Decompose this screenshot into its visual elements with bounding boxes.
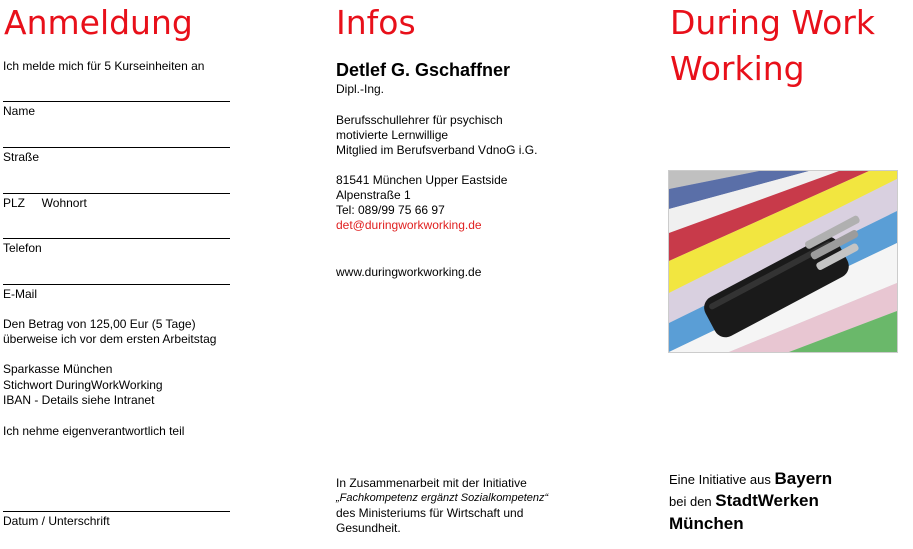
street-label: Straße <box>3 150 40 164</box>
initiative-region: Bayern <box>774 469 833 488</box>
registration-title: Anmeldung <box>4 3 193 42</box>
website-link[interactable]: www.duringworkworking.de <box>336 265 482 279</box>
name-label: Name <box>3 104 36 118</box>
cooperation-initiative: „Fachkompetenz ergänzt Sozialkompetenz“ <box>336 492 549 504</box>
responsibility-note: Ich nehme eigenverantwortlich teil <box>3 424 185 438</box>
bank-name: Sparkasse München <box>3 362 113 376</box>
bank-iban: IBAN - Details siehe Intranet <box>3 393 155 407</box>
initiative-line-1 <box>669 468 832 491</box>
pen-case-photo <box>668 170 898 353</box>
zip-city-label: PLZ Wohnort <box>3 196 87 210</box>
bank-keyword: Stichwort DuringWorkWorking <box>3 378 163 392</box>
info-title: Infos <box>336 3 416 42</box>
address-line-2: Alpenstraße 1 <box>336 188 411 202</box>
payment-amount: Den Betrag von 125,00 Eur (5 Tage) <box>3 317 196 331</box>
cooperation-line-3: des Ministeriums für Wirtschaft und <box>336 506 524 520</box>
description-line-1: Berufsschullehrer für psychisch <box>336 113 503 127</box>
initiative-org: StadtWerken <box>715 491 819 510</box>
intro-text: Ich melde mich für 5 Kurseinheiten an <box>3 59 205 73</box>
street-field-line[interactable] <box>3 147 230 148</box>
name-field-line[interactable] <box>3 101 230 102</box>
contact-degree: Dipl.-Ing. <box>336 82 385 96</box>
email-field-line[interactable] <box>3 284 230 285</box>
cover-title-line-1: During Work <box>670 3 875 42</box>
address-line-1: 81541 München Upper Eastside <box>336 173 508 187</box>
zip-city-field-line[interactable] <box>3 193 230 194</box>
description-line-3: Mitglied im Berufsverband VdnoG i.G. <box>336 143 538 157</box>
email-label: E-Mail <box>3 287 38 301</box>
phone-label: Telefon <box>3 241 42 255</box>
payment-note: überweise ich vor dem ersten Arbeitstag <box>3 332 217 346</box>
cooperation-line-4: Gesundheit. <box>336 521 401 535</box>
email-link[interactable]: det@duringworkworking.de <box>336 218 482 232</box>
initiative-prefix: Eine Initiative aus <box>669 472 771 487</box>
cover-title-line-2: Working <box>670 49 805 88</box>
initiative-mid: bei den <box>669 494 712 509</box>
initiative-city: München <box>669 514 744 533</box>
signature-label: Datum / Unterschrift <box>3 514 110 528</box>
phone-field-line[interactable] <box>3 238 230 239</box>
description-line-2: motivierte Lernwillige <box>336 128 449 142</box>
signature-field-line[interactable] <box>3 511 230 512</box>
cooperation-line-1: In Zusammenarbeit mit der Initiative <box>336 476 527 490</box>
phone-number: Tel: 089/99 75 66 97 <box>336 203 445 217</box>
contact-name: Detlef G. Gschaffner <box>336 60 511 80</box>
initiative-line-2 <box>669 490 819 513</box>
